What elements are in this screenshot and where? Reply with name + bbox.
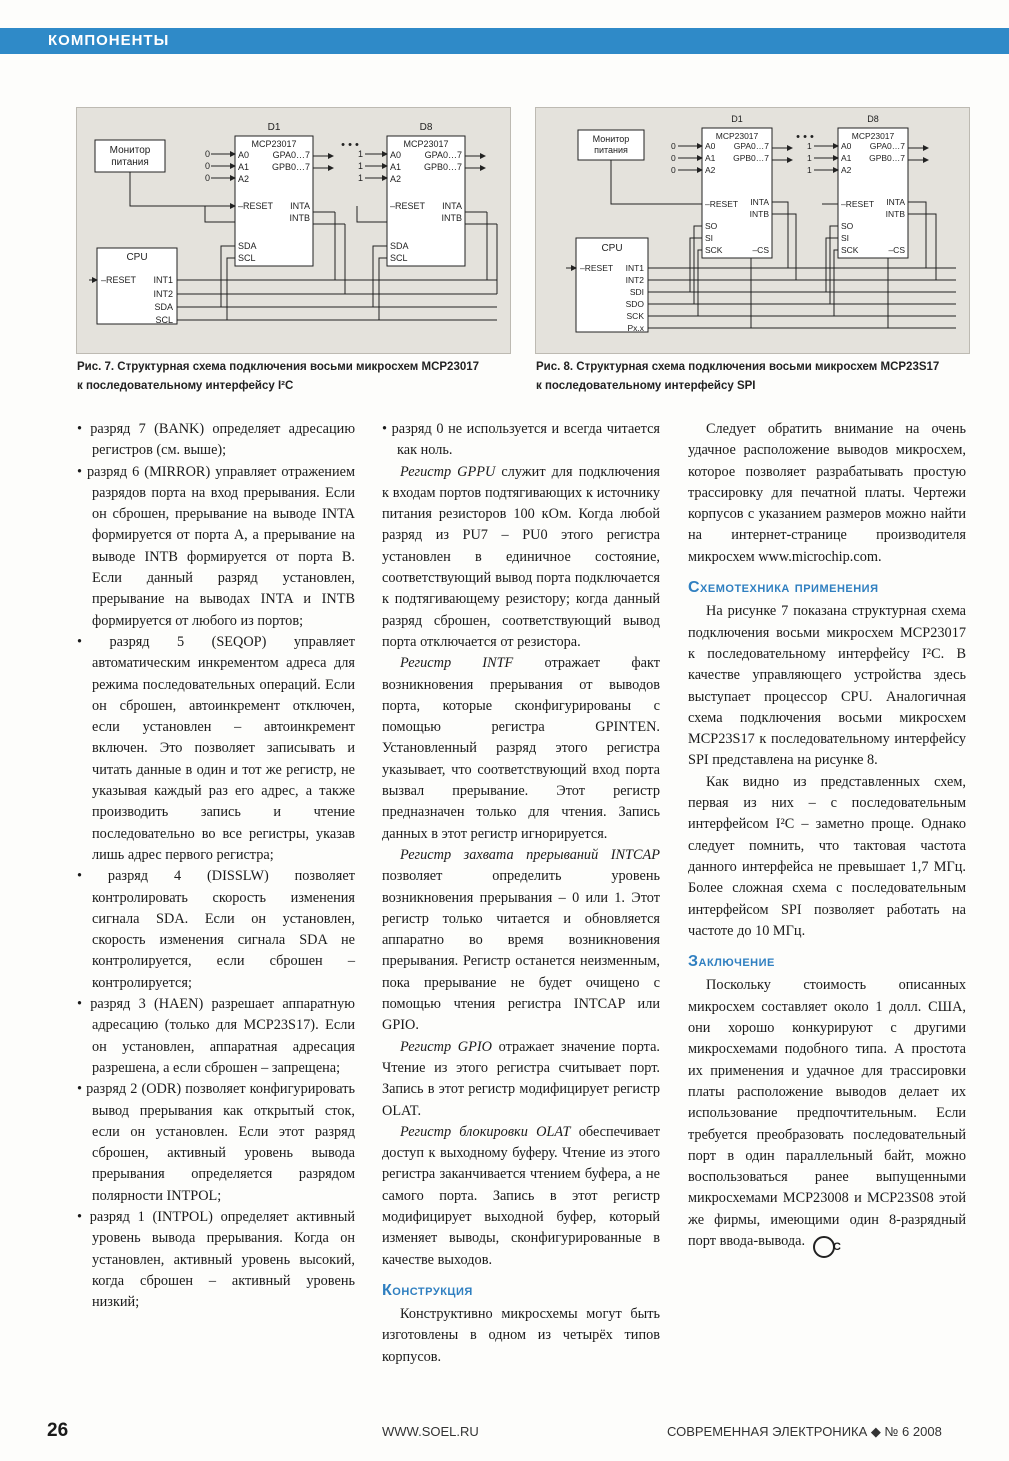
fig7-d8-pin-a0: A0 — [390, 150, 402, 160]
heading-application: Схемотехника применения — [688, 579, 879, 597]
fig8-d1-pin-si: SI — [705, 233, 714, 243]
paragraph-conclusion — [688, 975, 966, 1258]
list-item: • разряд 5 (SEQOP) управляет автоматическим инкрементом адреса для режима последовательных операций. Если он сброшен, автоинкремент отключен, если установлен – автоинкремент включен. Это позволяет записывать и читать данные в один и тот же регистр, не указывая каждый раз его адрес, а также производить запись и чтение последовательно во все регистры, указав лишь адрес первого регистра; — [77, 632, 355, 866]
fig8-dots: • • • — [796, 131, 814, 143]
fig7-d1-pin-gpa: GPA0…7 — [272, 150, 310, 160]
paragraph-comparison: Как видно из представленных схем, первая из них – с последовательным интерфейсом I²C – заметно проще. Однако следует помнить, что тактовая частота данного интерфейса не превышает 1,7 МГц. Более сложная схема с последовательным интерфейсом SPI позволяет работать на частоте до 10 МГц. — [688, 773, 966, 939]
fig7-d8-pin-gpb: GPB0…7 — [423, 162, 462, 172]
fig7-d1-pin-scl: SCL — [238, 253, 256, 263]
fig8-d1-a0: 0 — [671, 141, 676, 151]
list-item: • разряд 1 (INTPOL) определяет активный уровень вывода прерывания. Когда он установлен, активный уровень высокий, когда сброшен – активный уровень низкий; — [77, 1207, 355, 1313]
fig8-d1-pin-gpa: GPA0…7 — [733, 141, 769, 151]
paragraph-intf — [382, 653, 660, 845]
fig8-cpu-pin-sdi: SDI — [629, 287, 644, 297]
list-item: • разряд 4 (DISSLW) позволяет контролировать скорость изменения сигнала SDA. Если он установлен, скорость изменения сигнала SDA не контролируется, если сброшен – контролируется; — [77, 866, 355, 994]
fig8-svg — [536, 108, 969, 353]
fig7-d8-pin-scl: SCL — [390, 253, 408, 263]
fig7-d8-a0: 1 — [358, 149, 364, 159]
section-title: КОМПОНЕНТЫ — [48, 32, 170, 49]
figure-8-caption — [536, 358, 976, 396]
fig7-d8-a1: 1 — [358, 161, 364, 171]
paragraph-gpio — [382, 1037, 660, 1122]
fig8-d8-pin-si: SI — [841, 233, 850, 243]
paragraph-olat — [382, 1122, 660, 1271]
fig7-d8-pin-gpa: GPA0…7 — [424, 150, 462, 160]
fig7-cpu-pin-reset: –RESET — [101, 275, 137, 285]
list-item: • разряд 3 (HAEN) разрешает аппаратную адресацию (только для MCP23S17). Если он установлен, аппаратная адресация разрешена, а если сброшен – запрещена; — [77, 994, 355, 1079]
paragraph-text: Поскольку стоимость описанных микросхем составляет около 1 долл. США, они хорошо конкурируют с другими микросхемами подобного типа. А простота их применения и удачное для трассировки платы расположение выводов делает их использование предпочтительным. Если требуется преобразовать последовательный порт в один параллельный байт, можно воспользоваться ранее выпущенными микросхемами MCP23008 и MCP23S08 этой же фирмы, имеющими один 8-разрядный порт ввода-вывода. — [688, 977, 966, 1249]
fig7-d1-a0: 0 — [205, 149, 211, 159]
fig7-d8-pin-a1: A1 — [390, 162, 402, 172]
term-gppu: Регистр GPPU — [400, 463, 496, 480]
fig8-d8-pin-a0: A0 — [841, 141, 852, 151]
fig7-cpu-pin-int2: INT2 — [153, 289, 173, 299]
fig7-d8-ref: D8 — [419, 122, 433, 133]
term-olat: Регистр блокировки OLAT — [400, 1123, 571, 1140]
text-column-1 — [77, 419, 355, 1313]
fig8-d8-pin-reset: –RESET — [841, 199, 875, 209]
fig8-cpu-pin-int2: INT2 — [625, 275, 644, 285]
fig7-d1-pin-inta: INTA — [290, 201, 310, 211]
fig8-monitor-label-1: Монитор — [592, 134, 630, 144]
fig7-d1-part: MCP23017 — [251, 139, 297, 149]
fig8-cpu-pin-px: Px.x — [627, 323, 644, 333]
fig8-d8-pin-so: SO — [841, 221, 854, 231]
fig8-d8-pin-sck: SCK — [841, 245, 859, 255]
fig8-d1-part: MCP23017 — [715, 131, 759, 141]
fig8-d1-pin-reset: –RESET — [705, 199, 739, 209]
paragraph-intcap — [382, 845, 660, 1037]
fig7-d8-part: MCP23017 — [403, 139, 449, 149]
paragraph-text: отражает факт возникновения прерывания от выводов порта, которые сконфигурированы с помощью регистра GPINTEN. Установленный разряд этого регистра указывает, что соответствующий вход порта вызвал прерывание. Этот регистр предназначен только для чтения. Запись данных в этот регистр игнорируется. — [382, 655, 660, 842]
paragraph-gppu — [382, 462, 660, 654]
fig8-cpu-pin-reset: –RESET — [580, 263, 614, 273]
fig8-d8-pin-intb: INTB — [885, 209, 905, 219]
section-header-bar — [0, 28, 1009, 54]
fig8-d8-pin-gpb: GPB0…7 — [869, 153, 905, 163]
fig8-cpu-pin-sck: SCK — [626, 311, 644, 321]
fig8-d8-a0: 1 — [807, 141, 812, 151]
heading-conclusion: Заключение — [688, 953, 775, 971]
paragraph-figures: На рисунке 7 показана структурная схема подключения восьми микросхем MCP23017 к последовательному интерфейсу I²C. В качестве управляющего устройства здесь выступает процессор CPU. Аналогичная схема подключения восьми микросхем MCP23S17 к последовательному интерфейсу SPI представлена на рисунке 8. — [688, 603, 966, 769]
fig7-d1-pin-gpb: GPB0…7 — [271, 162, 310, 172]
fig8-d1-pin-inta: INTA — [750, 197, 769, 207]
list-item: • разряд 6 (MIRROR) управляет отражением разрядов порта на вход прерывания. Если он сброшен, прерывание на выводе INTA формируется от порта А, а прерывание на выводе INTB формируется от порта В. Если данный разряд установлен, прерывание на выводах INTA и INTB формируется от любого из портов; — [77, 462, 355, 632]
fig8-d8-pin-inta: INTA — [886, 197, 905, 207]
fig8-caption-line-1: Рис. 8. Структурная схема подключения восьми микросхем MCP23S17 — [536, 361, 940, 373]
fig7-d1-pin-a1: A1 — [238, 162, 250, 172]
fig7-d8-pin-inta: INTA — [442, 201, 462, 211]
fig8-cpu-pin-int1: INT1 — [625, 263, 644, 273]
figure-7-schematic — [76, 107, 511, 354]
fig8-d1-pin-intb: INTB — [749, 209, 769, 219]
fig7-cpu-pin-int1: INT1 — [153, 275, 173, 285]
list-item: • разряд 7 (BANK) определяет адресацию регистров (см. выше); — [77, 419, 355, 462]
fig7-d8-pin-sda: SDA — [390, 241, 409, 251]
paragraph-text: служит для подключения к входам портов подтягивающих к источнику питания резисторов 100 кОм. Когда любой разряд из PU7 – PU0 этого регистра установлен в единичное состояние, соответствующий вывод порта подключается к подтягивающему резистору; когда данный разряд сброшен, соответствующий вывод порта отключается от резистора. — [382, 463, 660, 650]
fig8-d8-pin-a1: A1 — [841, 153, 852, 163]
fig8-d1-pin-a0: A0 — [705, 141, 716, 151]
fig7-caption-line-2: к последовательному интерфейсу I²C — [77, 380, 294, 392]
fig8-d1-pin-sck: SCK — [705, 245, 723, 255]
fig7-d8-pin-reset: –RESET — [390, 201, 426, 211]
paragraph-text: обеспечивает доступ к выходному буферу. Чтение из этого регистра заканчивается чтением буфера, а не самого порта. Запись в этот регистр модифицирует выходной буфер, который изменяет выводы, сконфигурированные в качестве выходов. — [382, 1123, 660, 1268]
list-item: • разряд 0 не используется и всегда читается как ноль. — [382, 419, 660, 462]
fig8-d1-ref: D1 — [731, 114, 743, 124]
fig8-d8-ref: D8 — [867, 114, 879, 124]
term-intcap: Регистр захвата прерываний INTCAP — [400, 846, 660, 863]
fig8-d8-pin-a2: A2 — [841, 165, 852, 175]
fig7-cpu-label: CPU — [126, 252, 148, 263]
term-gpio: Регистр GPIO — [400, 1038, 492, 1055]
fig7-d1-pin-a0: A0 — [238, 150, 250, 160]
fig8-cpu-label: CPU — [601, 243, 623, 254]
fig7-dots: • • • — [341, 139, 359, 151]
fig7-d1-a1: 0 — [205, 161, 211, 171]
fig7-cpu-pin-sda: SDA — [154, 302, 173, 312]
fig8-d1-pin-a2: A2 — [705, 165, 716, 175]
fig7-d1-ref: D1 — [267, 122, 281, 133]
list-item: • разряд 2 (ODR) позволяет конфигурировать вывод прерывания как открытый сток, если он установлен. Если этот разряд сброшен, активный уровень вывода прерывания определяется разрядом полярности INTPOL; — [77, 1079, 355, 1207]
fig7-d8-pin-a2: A2 — [390, 174, 402, 184]
fig7-cpu-pin-scl: SCL — [155, 315, 173, 325]
figure-8-schematic — [535, 107, 970, 354]
end-of-article-icon: C — [813, 1236, 835, 1258]
fig8-d8-part: MCP23017 — [851, 131, 895, 141]
fig8-d8-a2: 1 — [807, 165, 812, 175]
fig7-d1-pin-reset: –RESET — [238, 201, 274, 211]
footer-journal: СОВРЕМЕННАЯ ЭЛЕКТРОНИКА ◆ № 6 2008 — [667, 1424, 942, 1439]
fig8-caption-line-2: к последовательному интерфейсу SPI — [536, 380, 756, 392]
page-number: 26 — [47, 1420, 69, 1441]
heading-construction: Конструкция — [382, 1281, 473, 1299]
fig7-d8-a2: 1 — [358, 173, 364, 183]
fig7-caption-line-1: Рис. 7. Структурная схема подключения восьми микросхем MCP23017 — [77, 361, 480, 373]
fig8-d8-pin-cs: –CS — [888, 245, 905, 255]
paragraph-text: отражает значение порта. Чтение из этого регистра считывает порт. Запись в этот регистр модифицирует регистр OLAT. — [382, 1038, 661, 1119]
fig8-d1-pin-a1: A1 — [705, 153, 716, 163]
fig8-d8-a1: 1 — [807, 153, 812, 163]
fig7-monitor-label-2: питания — [111, 157, 149, 168]
fig8-d8-pin-gpa: GPA0…7 — [869, 141, 905, 151]
text-column-3 — [688, 419, 966, 1258]
fig8-d1-a1: 0 — [671, 153, 676, 163]
paragraph-pinout: Следует обратить внимание на очень удачное расположение выводов микросхем, которое позволяет разрабатывать простую трассировку для печатной платы. Чертежи корпусов с указанием размеров можно найти на интернет-странице производителя микросхем www.microchip.com. — [688, 421, 966, 565]
fig7-d1-a2: 0 — [205, 173, 211, 183]
fig7-d1-pin-intb: INTB — [289, 213, 310, 223]
fig8-d1-pin-gpb: GPB0…7 — [733, 153, 769, 163]
term-intf: Регистр INTF — [400, 655, 514, 672]
fig8-cpu-pin-sdo: SDO — [625, 299, 644, 309]
fig7-monitor-label-1: Монитор — [109, 145, 151, 156]
fig8-d1-pin-so: SO — [705, 221, 718, 231]
text-column-2 — [382, 419, 660, 1368]
fig7-svg — [77, 108, 510, 353]
fig8-monitor-label-2: питания — [594, 145, 628, 155]
fig8-d1-pin-cs: –CS — [752, 245, 769, 255]
footer-website: WWW.SOEL.RU — [382, 1424, 479, 1439]
paragraph-text: позволяет определить уровень возникновения прерывания – 0 или 1. Этот регистр только читается и обновляется аппаратно во время возникновения прерывания. Регистр останется неизменным, пока прерывание не будет очищено с помощью чтения регистра INTCAP или GPIO. — [382, 868, 660, 1034]
paragraph-construction: Конструктивно микросхемы могут быть изготовлены в одном из четырёх типов корпусов. — [382, 1306, 660, 1365]
fig7-d1-pin-sda: SDA — [238, 241, 257, 251]
fig8-d1-a2: 0 — [671, 165, 676, 175]
figure-7-caption — [77, 358, 517, 396]
fig7-d1-pin-a2: A2 — [238, 174, 250, 184]
fig7-d8-pin-intb: INTB — [441, 213, 462, 223]
